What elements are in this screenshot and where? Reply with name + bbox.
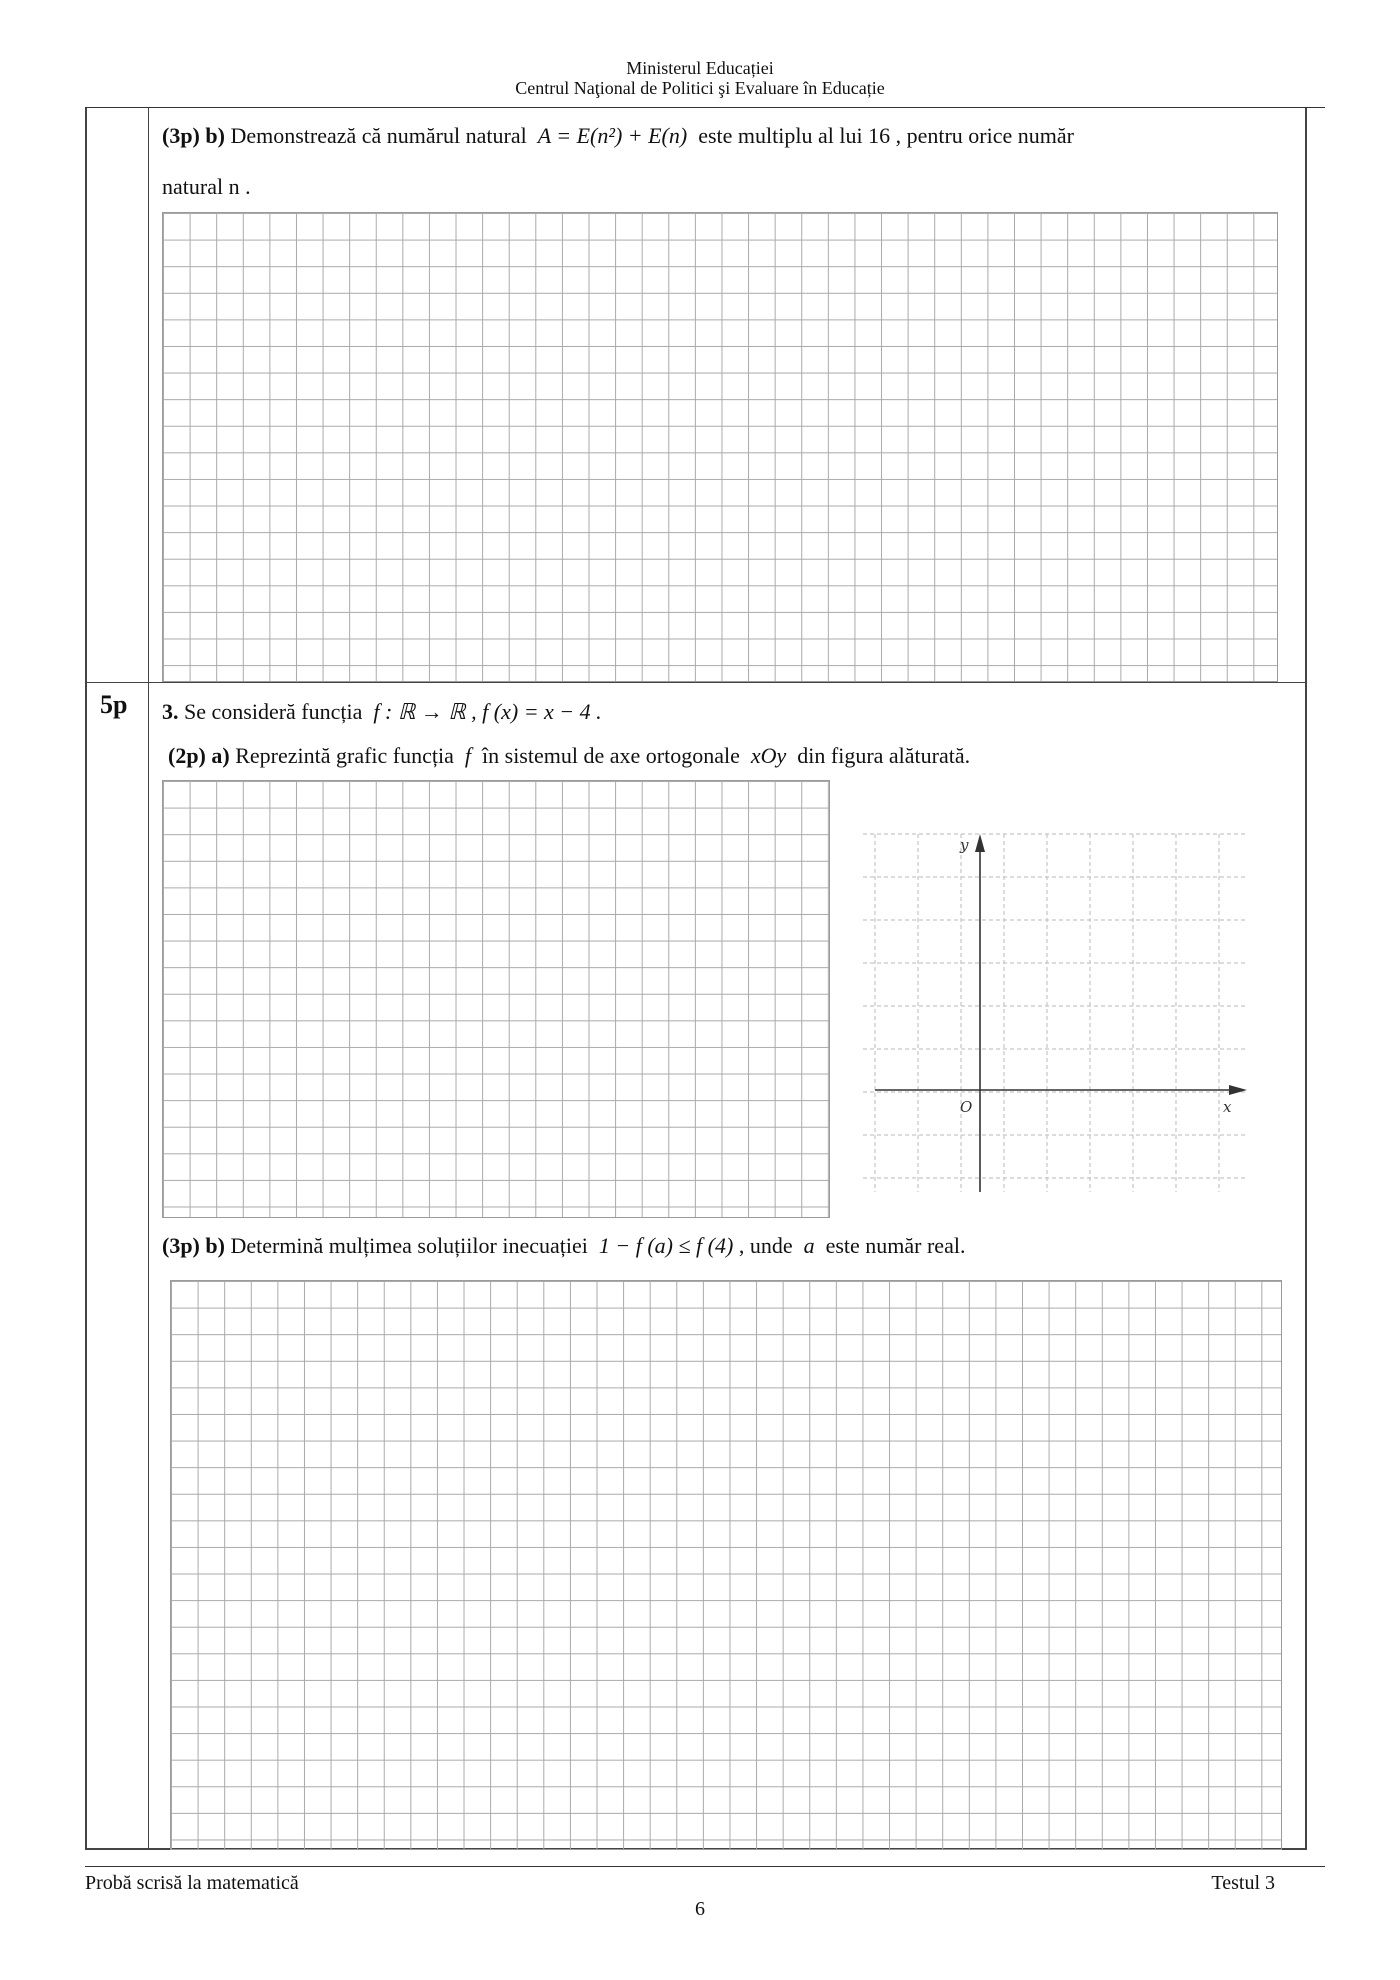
x-axis-label: x <box>1223 1098 1232 1116</box>
answer-grid-3b[interactable] <box>170 1280 1282 1850</box>
inequality: 1 − f (a) ≤ f (4) <box>598 1233 734 1258</box>
text-3a-2: în sistemul de axe ortogonale <box>482 743 740 768</box>
coordinate-axes-figure <box>855 820 1255 1200</box>
problem-3a-statement <box>168 742 970 770</box>
problem-3-statement <box>162 698 602 726</box>
page-header <box>0 58 1400 98</box>
label-2b: b) <box>205 123 225 148</box>
problem-2b-statement <box>162 122 1074 150</box>
formula-2b: A = E(n²) + E(n) <box>537 123 688 148</box>
footer-divider <box>85 1866 1325 1867</box>
problem-3-number: 3. <box>162 699 179 724</box>
footer-test-number: Testul 3 <box>1211 1872 1275 1894</box>
footer-subject: Probă scrisă la matematică <box>85 1872 299 1894</box>
problem-3b-statement <box>162 1232 965 1260</box>
text-3a-3: din figura alăturată. <box>797 743 971 768</box>
problem-3-points: 5p <box>100 690 128 719</box>
text-3b-3: este număr real. <box>825 1233 966 1258</box>
text-2b-after: este multiplu al lui 16 , pentru orice număr <box>698 123 1074 148</box>
var-xoy: xOy <box>750 743 787 768</box>
text-3a-1: Reprezintă grafic funcția <box>235 743 454 768</box>
points-column-divider <box>148 108 149 1848</box>
text-3b-1: Determină mulțimea soluțiilor inecuației <box>230 1233 588 1258</box>
row-divider <box>87 682 1305 683</box>
y-axis-label: y <box>960 836 969 854</box>
header-ministry: Ministerul Educației <box>626 58 774 78</box>
problem-3-intro: Se consideră funcția <box>184 699 363 724</box>
var-f: f <box>464 743 472 768</box>
label-3b: b) <box>205 1233 225 1258</box>
y-axis-arrow-icon <box>975 834 985 852</box>
text-2b-before: Demonstrează că numărul natural <box>230 123 527 148</box>
answer-grid-2b[interactable] <box>162 212 1278 682</box>
function-definition: f : ℝ → ℝ , f (x) = x − 4 . <box>373 699 602 724</box>
header-center: Centrul Naţional de Politici şi Evaluare în Educație <box>515 78 885 98</box>
score-2b: (3p) <box>162 123 200 148</box>
var-a: a <box>803 1233 815 1258</box>
score-3a: (2p) <box>168 743 206 768</box>
origin-label: O <box>960 1098 973 1116</box>
label-3a: a) <box>211 743 230 768</box>
text-3b-2: , unde <box>738 1233 793 1258</box>
page-number: 6 <box>695 1898 705 1920</box>
dashed-grid <box>863 834 1247 1192</box>
answer-grid-3a[interactable] <box>162 780 830 1218</box>
score-3b: (3p) <box>162 1233 200 1258</box>
problem-2b-line2: natural n . <box>162 174 251 199</box>
x-axis-arrow-icon <box>1229 1085 1247 1095</box>
